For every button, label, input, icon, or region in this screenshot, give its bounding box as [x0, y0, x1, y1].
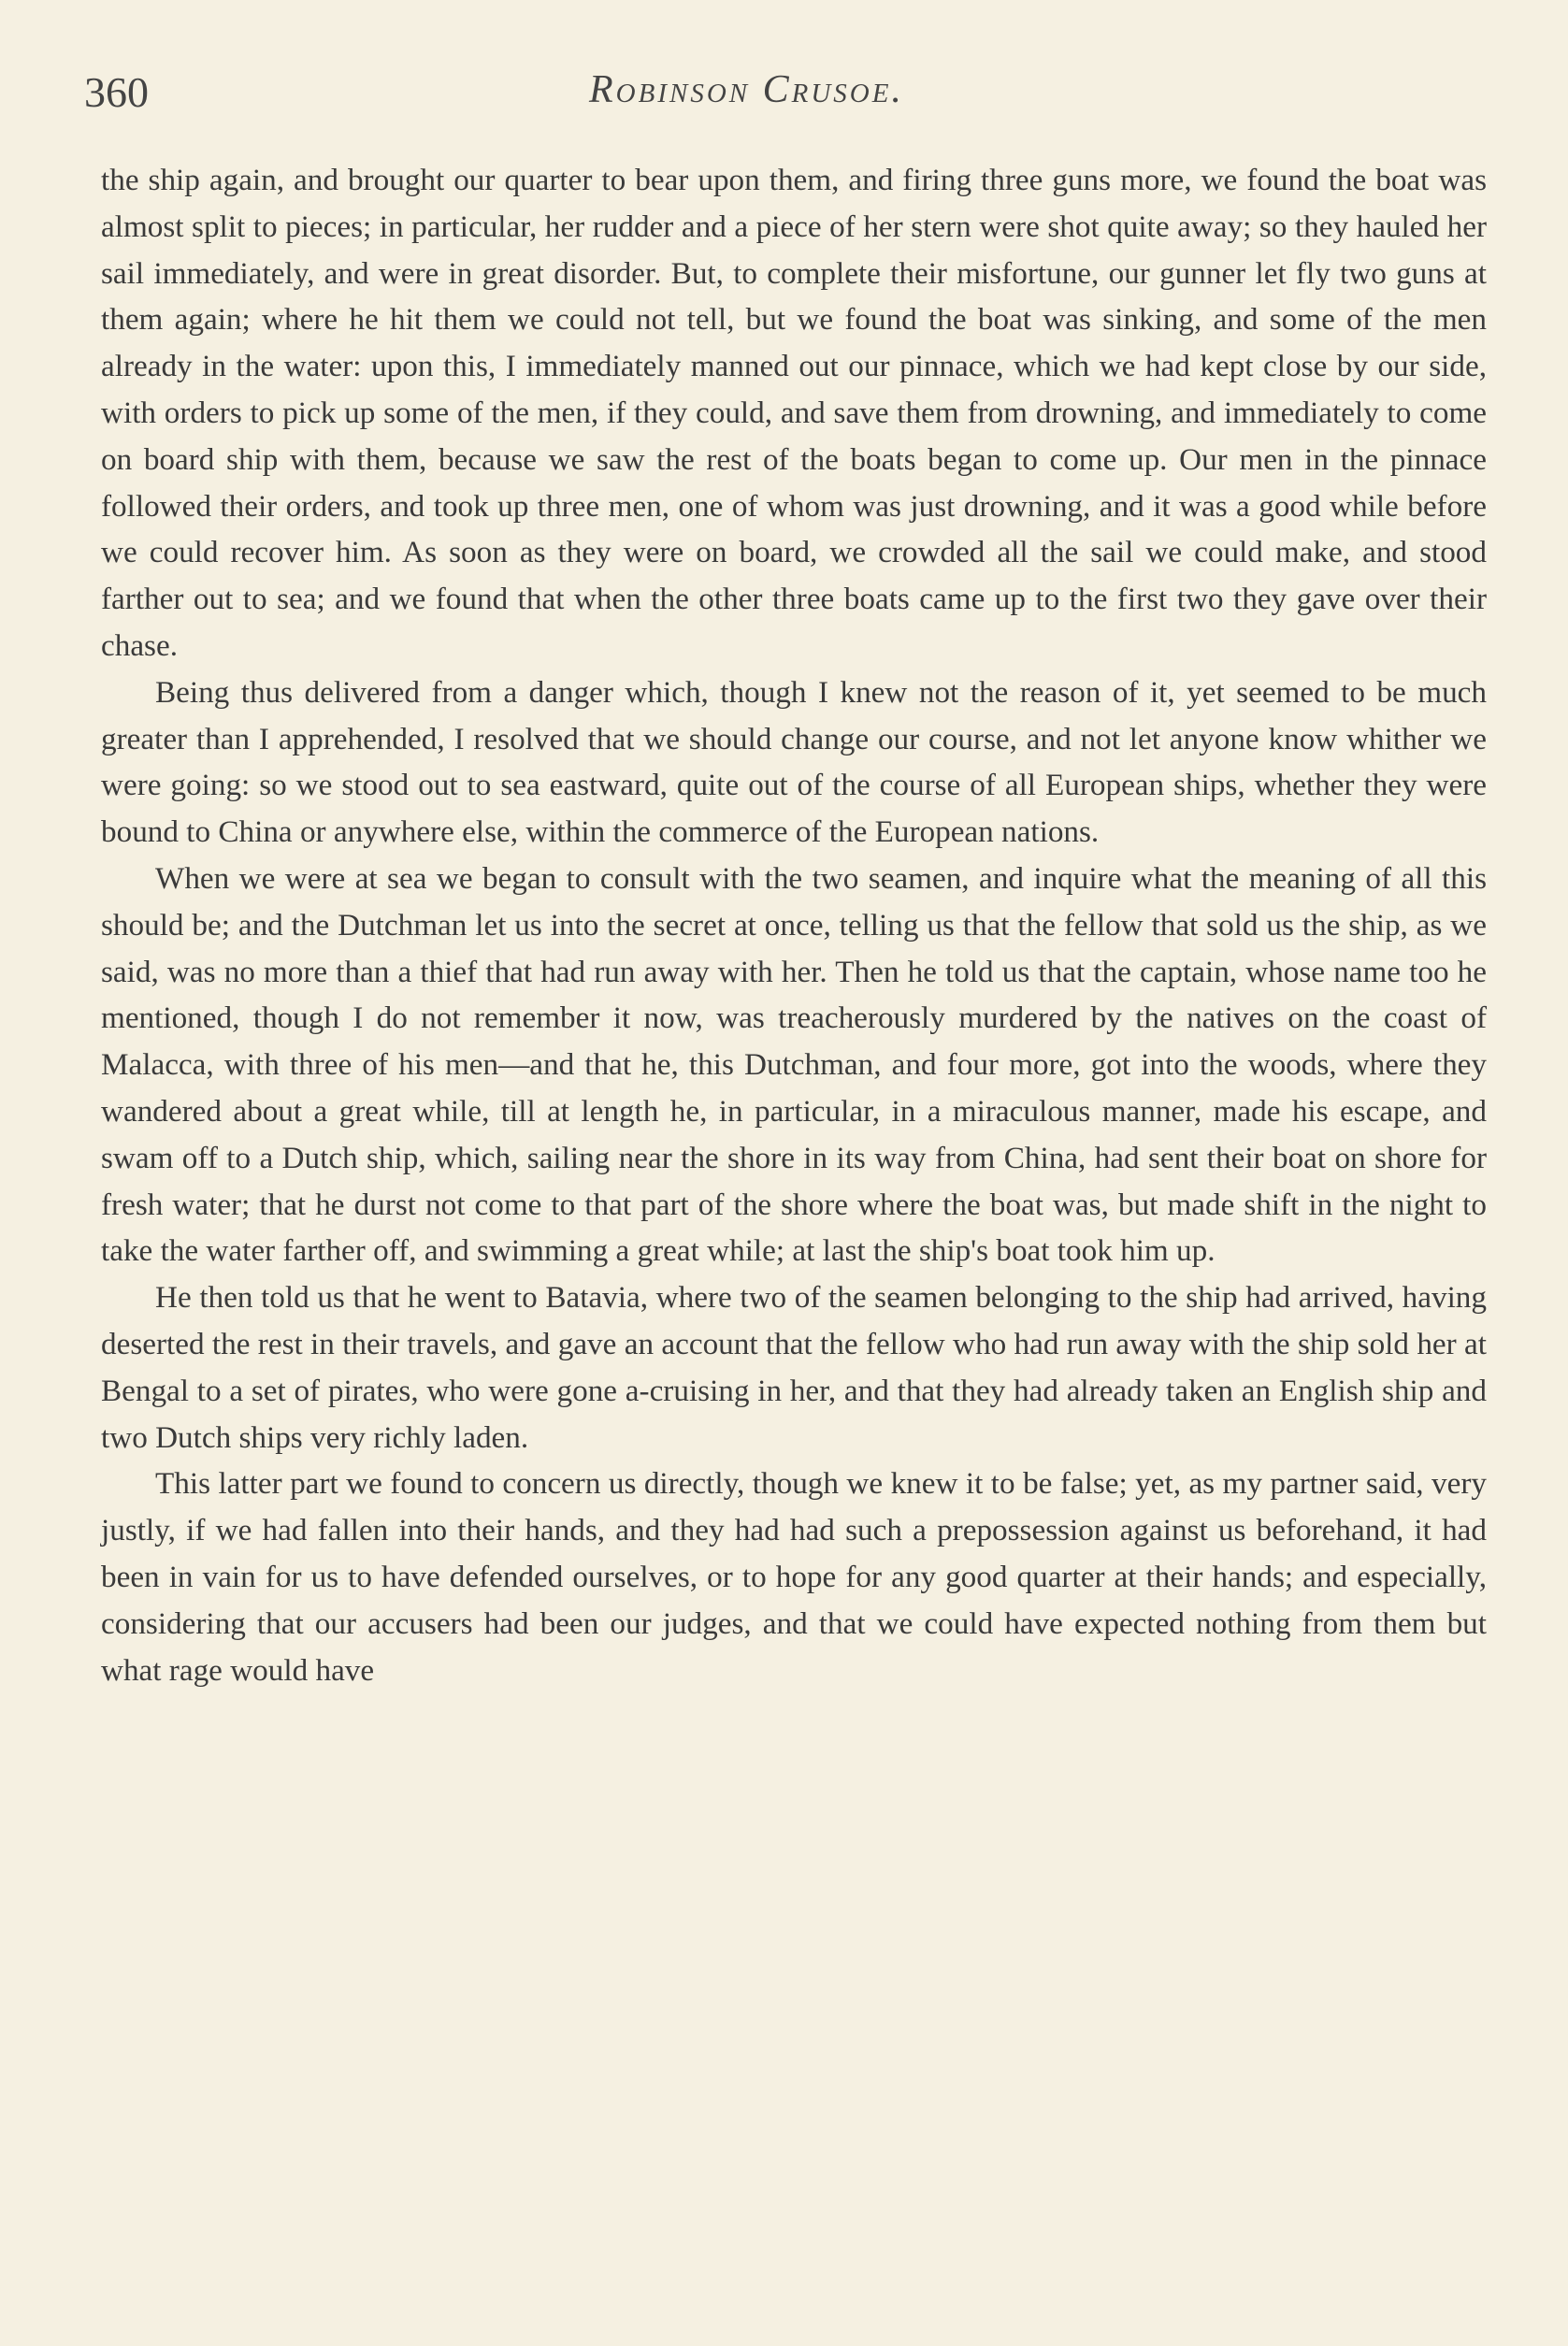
paragraph: Being thus delivered from a danger which, though I knew not the reason of it, yet seemed to be much greater than I apprehended, I resolved that we should change our course, and not let anyone know whither we were going: so we stood out to sea eastward, quite out of the course of all European ships, whether they were bound to China or anywhere else, within the commerce of the European nations.	[101, 674, 1487, 850]
running-title: Robinson Crusoe.	[589, 68, 904, 111]
page-number: 360	[84, 68, 149, 116]
body-text	[101, 157, 1487, 1693]
paragraph: This latter part we found to concern us directly, though we knew it to be false; yet, as my partner said, very justly, if we had fallen into their hands, and they had had such a prepossession against us beforehand, it had been in vain for us to have defended ourselves, or to hope for any good quarter at their hands; and especially, considering that our accusers had been our judges, and that we could have expected nothing from them but what rage would have	[101, 1466, 1487, 1688]
paragraph: the ship again, and brought our quarter to bear upon them, and firing three guns more, we found the boat was almost split to pieces; in particular, her rudder and a piece of her stern were shot quite away; so they hauled her sail immediately, and were in great disorder. But, to complete their misfortune, our gunner let fly two guns at them again; where he hit them we could not tell, but we found the boat was sinking, and some of the men already in the water: upon this, I immediately manned out our pinnace, which we had kept close by our side, with orders to pick up some of the men, if they could, and save them from drowning, and immediately to come on board ship with them, because we saw the rest of the boats began to come up. Our men in the pinnace followed their orders, and took up three men, one of whom was just drowning, and it was a good while before we could recover him. As soon as they were on board, we crowded all the sail we could make, and stood farther out to sea; and we found that when the other three boats came up to the first two they gave over their chase.	[101, 163, 1487, 663]
paragraph: When we were at sea we began to consult with the two seamen, and inquire what the meaning of all this should be; and the Dutchman let us into the secret at once, telling us that the fellow that sold us the ship, as we said, was no more than a thief that had run away with her. Then he told us that the captain, whose name too he mentioned, though I do not remember it now, was treacherously murdered by the natives on the coast of Malacca, with three of his men—and that he, this Dutchman, and four more, got into the woods, where they wandered about a great while, till at length he, in particular, in a miraculous manner, made his escape, and swam off to a Dutch ship, which, sailing near the shore in its way from China, had sent their boat on shore for fresh water; that he durst not come to that part of the shore where the boat was, but made shift in the night to take the water farther off, and swimming a great while; at last the ship's boat took him up.	[101, 860, 1487, 1269]
page-header	[84, 67, 1496, 133]
paragraph: He then told us that he went to Batavia, where two of the seamen belonging to the ship had arrived, having deserted the rest in their travels, and gave an account that the fellow who had run away with the ship sold her at Bengal to a set of pirates, who were gone a-cruising in her, and that they had already taken an English ship and two Dutch ships very richly laden.	[101, 1280, 1487, 1455]
